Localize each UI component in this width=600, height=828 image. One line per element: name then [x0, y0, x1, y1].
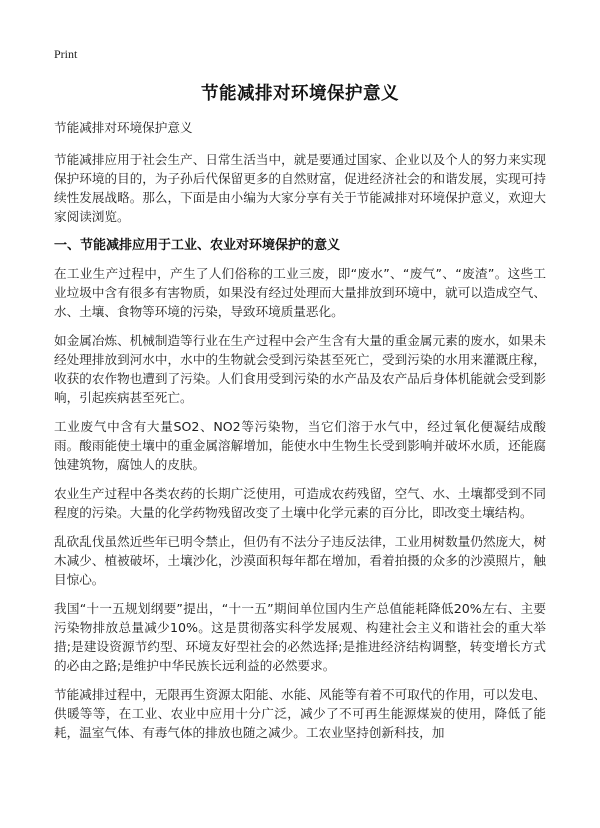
body-paragraph: 如金属冶炼、机械制造等行业在生产过程中会产生含有大量的重金属元素的废水，如果未经处理排放到河水中，水中的生物就会受到污染甚至死亡，受到污染的水用来灌溉庄稼，收获的农作物也遭到了污染。人们食用受到污染的水产品及农产品后身体机能就会受到影响，引起疾病甚至死亡。: [54, 333, 546, 405]
section-heading: 一、节能减排应用于工业、农业对环境保护的意义: [54, 238, 341, 253]
article-body: [54, 118, 546, 742]
body-paragraph: 在工业生产过程中，产生了人们俗称的工业三废，即“废水”、“废气”、“废渣”。这些工业垃圾中含有很多有害物质，如果没有经过处理而大量排放到环境中，就可以造成空气、水、土壤、食物等环境的污染，导致环境质量恶化。: [54, 266, 546, 319]
body-paragraph: 我国“十一五规划纲要”提出，“十一五”期间单位国内生产总值能耗降低20%左右、主要污染物排放总量减少10%。这是贯彻落实科学发展观、构建社会主义和谐社会的重大举措;是建设资源节约型、环境友好型社会的必然选择;是推进经济结构调整，转变增长方式的必由之路;是维护中华民族长远利益的必然要求。: [54, 601, 546, 673]
print-label: Print: [54, 47, 78, 61]
body-paragraph: 工业废气中含有大量SO2、NO2等污染物，当它们溶于水气中，经过氧化便凝结成酸雨。酸雨能使土壤中的重金属溶解增加，能使水中生物生长受到影响并破坏水质，还能腐蚀建筑物，腐蚀人的皮肤。: [54, 419, 546, 472]
intro-paragraph: 节能减排应用于社会生产、日常生活当中，就是要通过国家、企业以及个人的努力来实现保护环境的目的，为子孙后代保留更多的自然财富，促进经济社会的和谐发展，实现可持续性发展战略。那么，下面是由小编为大家分享有关于节能减排对环境保护意义，欢迎大家阅读浏览。: [54, 152, 546, 224]
article-subtitle: 节能减排对环境保护意义: [54, 120, 193, 135]
body-paragraph: 乱砍乱伐虽然近些年已明令禁止，但仍有不法分子违反法律，工业用树数量仍然庞大，树木减少、植被破坏，土壤沙化，沙漠面积每年都在增加，看着拍摄的众多的沙漠照片，触目惊心。: [54, 534, 546, 587]
body-paragraph: 农业生产过程中各类农药的长期广泛使用，可造成农药残留，空气、水、土壤都受到不同程度的污染。大量的化学药物残留改变了土壤中化学元素的百分比，即改变土壤结构。: [54, 486, 546, 520]
body-paragraph: 节能减排过程中，无限再生资源太阳能、水能、风能等有着不可取代的作用，可以发电、供暖等等，在工业、农业中应用十分广泛，减少了不可再生能源煤炭的使用，降低了能耗，温室气体、有毒气体的排放也随之减少。工农业坚持创新科技，加: [54, 687, 546, 740]
page-title: 节能减排对环境保护意义: [201, 84, 399, 104]
